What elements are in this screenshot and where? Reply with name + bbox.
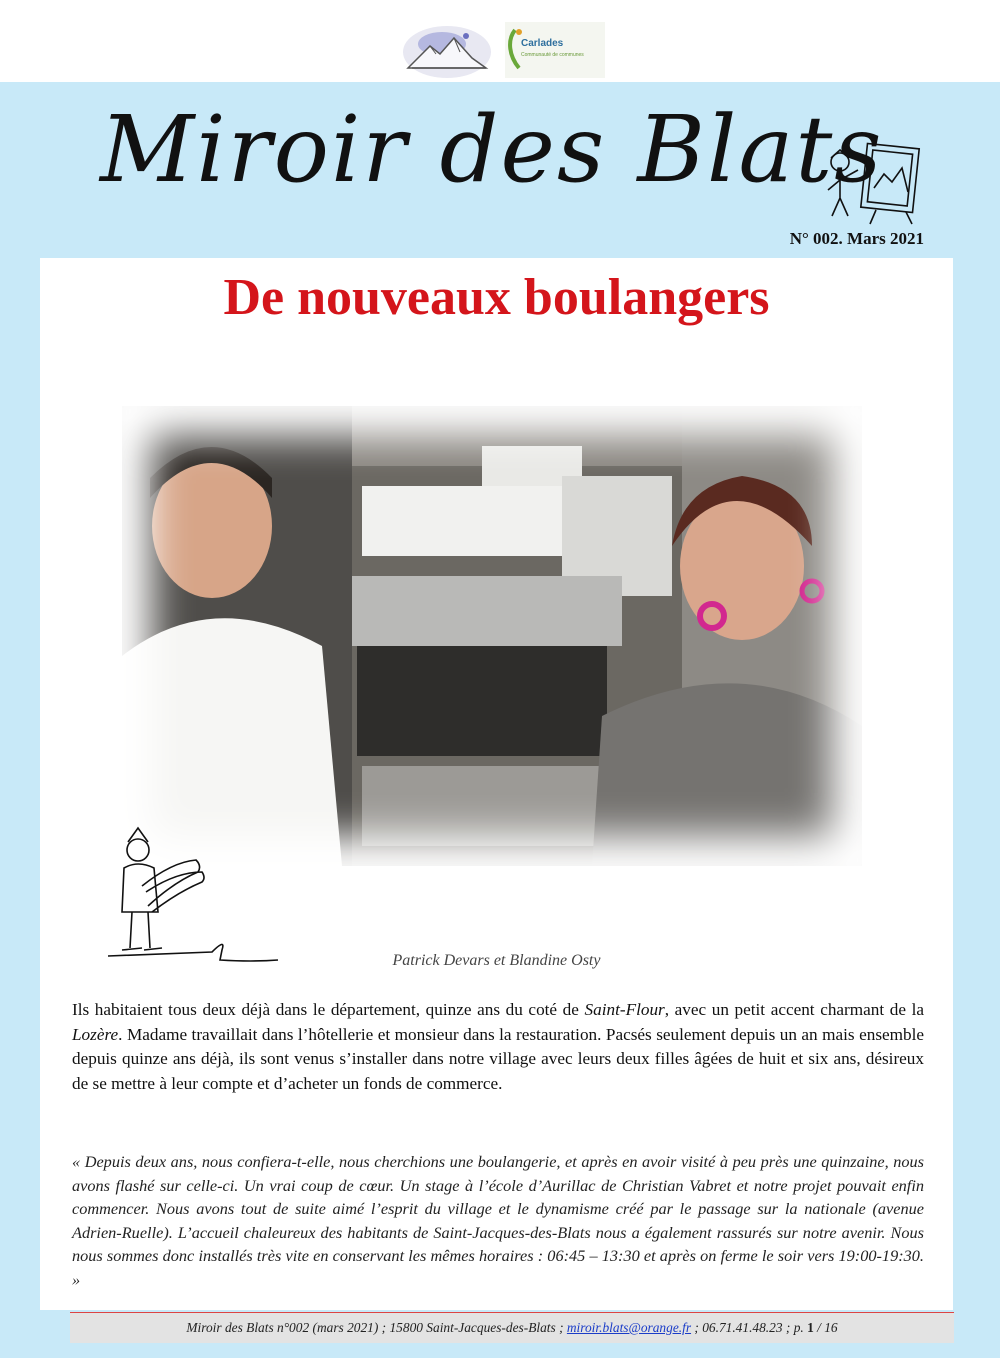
paragraph-text-3: . Madame travaillait dans l’hôtellerie et monsieur dans la restauration. Pacsés seulement depuis un an mais ensemble depuis quinze ans déjà, ils sont venus s’installer dans notre village avec leurs deux filles âgées de huit et six ans, désireux de se mettre à leur compte et d’acheter un fonds de commerce. xyxy=(72,1024,924,1093)
carlades-logo-icon xyxy=(505,22,605,78)
carlades-logo-subtitle: Communauté de communes xyxy=(521,52,584,58)
carlades-logo-name: Carlades xyxy=(521,38,564,49)
painter-mascot-icon xyxy=(818,140,928,225)
bakers-photo xyxy=(122,406,862,866)
article-quote: « Depuis deux ans, nous confiera-t-elle, nous cherchions une boulangerie, et après en avoir visité à peu près une quinzaine, nous avons flashé sur celle-ci. Un vrai coup de cœur. Un stage à l’école d’Aurillac de Christian Vabret et notre projet pouvait enfin commencer. Nous avons tout de suite aimé l’esprit du village et le dynamisme créé par le passage sur la nationale (avenue Adrien-Ruelle). L’accueil chaleureux des habitants de Saint-Jacques-des-Blats nous a également rassurés sur notre avenir. Nous nous sommes donc installés très vite en conservant les mêmes horaires : 06:45 – 13:30 et après on ferme le soir vers 19:00-19:30. » xyxy=(72,1152,924,1289)
article-paragraph xyxy=(72,998,924,1096)
place-saint-flour: Saint-Flour xyxy=(584,1000,665,1019)
masthead xyxy=(60,86,884,216)
mountain-logo-icon xyxy=(402,24,492,78)
footer-text-after: ; 06.71.41.48.23 ; p. xyxy=(691,1320,808,1335)
paragraph-text-2: , avec un petit accent charmant de la xyxy=(664,1000,924,1019)
issue-number: N° 002. Mars 2021 xyxy=(789,229,924,248)
headline: De nouveaux boulangers xyxy=(223,269,770,326)
footer-page-total: 16 xyxy=(824,1320,838,1335)
footer-text-before: Miroir des Blats n°002 (mars 2021) ; 15800 Saint-Jacques-des-Blats ; xyxy=(186,1320,567,1335)
article-panel xyxy=(40,258,953,1310)
masthead-title: Miroir des Blats xyxy=(100,96,884,203)
footer-page-number: 1 xyxy=(807,1320,814,1335)
page-footer xyxy=(70,1312,954,1343)
photo-caption: Patrick Devars et Blandine Osty xyxy=(392,952,601,969)
place-lozere: Lozère xyxy=(72,1024,119,1044)
paragraph-text-1: Ils habitaient tous deux déjà dans le département, quinze ans du coté de xyxy=(72,1000,585,1019)
logos-row xyxy=(0,20,1000,78)
footer-email-link[interactable]: miroir.blats@orange.fr xyxy=(566,1320,692,1335)
footer-page-separator: / xyxy=(813,1320,825,1335)
